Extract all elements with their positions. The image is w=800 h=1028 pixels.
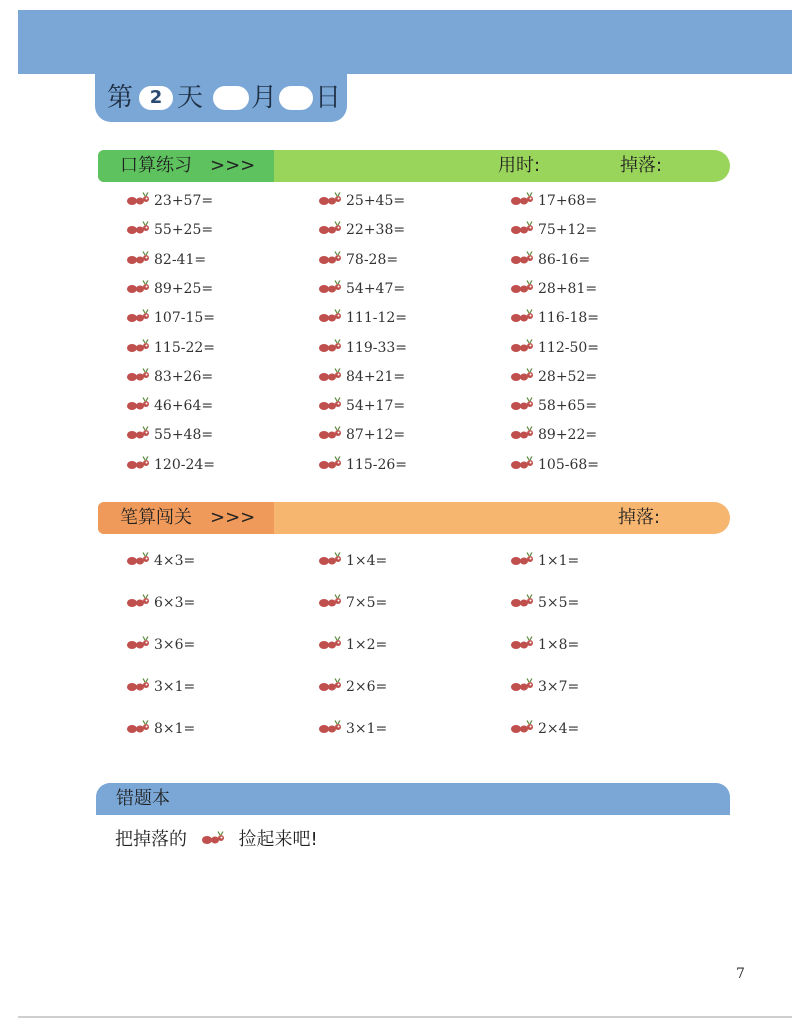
problem-expression: 86-16=: [538, 251, 591, 268]
ant-icon: [318, 678, 342, 692]
written-section-arrows: >>>: [210, 507, 256, 528]
problem-expression: 3×1=: [154, 679, 196, 695]
page-number: 7: [736, 966, 745, 982]
written-problem: [510, 676, 609, 698]
problem-expression: 55+48=: [154, 427, 214, 444]
problem-expression: 1×2=: [346, 637, 388, 653]
problem-expression: 4×3=: [154, 553, 196, 569]
ant-icon: [126, 720, 150, 734]
mental-problem: [510, 454, 629, 476]
written-problem: [126, 634, 225, 656]
mental-problem: [510, 366, 627, 388]
ant-icon: [318, 552, 342, 566]
ant-icon: [318, 339, 342, 353]
written-section-title: 笔算闯关: [120, 507, 192, 528]
ant-icon: [201, 831, 225, 845]
problem-expression: 115-22=: [154, 339, 215, 356]
ant-icon: [126, 221, 150, 235]
ant-icon: [126, 280, 150, 294]
ant-icon: [126, 678, 150, 692]
problem-expression: 84+21=: [346, 368, 406, 385]
ant-icon: [126, 594, 150, 608]
problem-expression: 7×5=: [346, 595, 388, 611]
mental-problem: [510, 337, 629, 359]
mental-problem: [126, 219, 243, 241]
ant-icon: [510, 339, 534, 353]
ant-icon: [318, 309, 342, 323]
mental-problem: [126, 249, 236, 271]
written-problem: [318, 592, 417, 614]
wrong-book-title: 错题本: [116, 788, 170, 809]
mental-problem: [318, 278, 435, 300]
problem-expression: 3×1=: [346, 721, 388, 737]
written-section-bar: [98, 502, 730, 534]
problem-expression: 28+52=: [538, 368, 598, 385]
ant-icon: [318, 397, 342, 411]
problem-expression: 116-18=: [538, 310, 599, 327]
day-prefix: 第: [107, 83, 134, 113]
ant-icon: [318, 251, 342, 265]
ant-icon: [510, 221, 534, 235]
problem-expression: 105-68=: [538, 456, 599, 473]
problem-expression: 115-26=: [346, 456, 407, 473]
ant-icon: [126, 552, 150, 566]
mental-problem: [510, 219, 627, 241]
wrong-book-text-before: 把掉落的: [115, 829, 187, 850]
ant-icon: [126, 309, 150, 323]
problem-expression: 23+57=: [154, 193, 214, 209]
written-problem: [126, 550, 225, 572]
problem-expression: 54+17=: [346, 398, 406, 415]
mental-problem: [318, 454, 437, 476]
written-problem: [318, 718, 417, 740]
problem-expression: 28+81=: [538, 280, 598, 297]
mental-problem: [510, 249, 620, 271]
ant-icon: [510, 720, 534, 734]
written-problem: [126, 676, 225, 698]
problem-expression: 22+38=: [346, 222, 406, 239]
problem-expression: 119-33=: [346, 339, 407, 356]
mental-problem: [318, 307, 437, 329]
written-problem: [318, 550, 417, 572]
day-label: 日: [315, 83, 342, 113]
written-problem: [510, 550, 609, 572]
problem-expression: 107-15=: [154, 310, 215, 327]
problem-expression: 87+12=: [346, 427, 406, 444]
month-field[interactable]: [213, 86, 249, 110]
problem-expression: 5×5=: [538, 595, 580, 611]
ant-icon: [318, 280, 342, 294]
ant-icon: [126, 636, 150, 650]
written-problem: [318, 634, 417, 656]
written-problem: [510, 592, 609, 614]
problem-expression: 120-24=: [154, 456, 215, 473]
ant-icon: [318, 594, 342, 608]
ant-icon: [126, 397, 150, 411]
time-label: 用时:: [498, 155, 541, 176]
ant-icon: [126, 339, 150, 353]
problem-expression: 75+12=: [538, 222, 598, 239]
ant-icon: [318, 192, 342, 206]
mental-problem: [318, 366, 435, 388]
mental-problem: [126, 366, 243, 388]
problem-expression: 1×4=: [346, 553, 388, 569]
written-problem: [126, 592, 225, 614]
page-bottom-edge: [18, 1016, 792, 1018]
ant-icon: [510, 456, 534, 470]
problem-expression: 83+26=: [154, 368, 214, 385]
problem-expression: 46+64=: [154, 398, 214, 415]
problem-expression: 25+45=: [346, 193, 406, 209]
problem-expression: 17+68=: [538, 193, 598, 209]
mental-problem: [318, 337, 437, 359]
ant-icon: [126, 251, 150, 265]
mental-problem: [126, 424, 243, 446]
mental-problem: [126, 395, 243, 417]
ant-icon: [510, 309, 534, 323]
mental-problem: [126, 454, 245, 476]
problem-expression: 82-41=: [154, 251, 207, 268]
ant-icon: [318, 221, 342, 235]
ant-icon: [126, 192, 150, 206]
wrong-book-instruction: [115, 825, 318, 855]
mental-problem: [510, 307, 629, 329]
mental-problem: [510, 278, 627, 300]
day-suffix: 天: [177, 83, 204, 113]
problem-expression: 89+22=: [538, 427, 598, 444]
ant-icon: [510, 426, 534, 440]
month-label: 月: [251, 83, 278, 113]
header-band: [18, 10, 792, 74]
problem-expression: 1×8=: [538, 637, 580, 653]
mental-problem: [126, 307, 245, 329]
ant-icon: [318, 456, 342, 470]
problem-expression: 78-28=: [346, 251, 399, 268]
ant-icon: [510, 636, 534, 650]
mental-problem: [318, 395, 435, 417]
mental-section-bar: [98, 150, 730, 182]
problem-expression: 2×4=: [538, 721, 580, 737]
mental-section-title: 口算练习: [120, 155, 192, 176]
problem-expression: 3×7=: [538, 679, 580, 695]
problem-expression: 1×1=: [538, 553, 580, 569]
written-problem: [318, 676, 417, 698]
ant-icon: [510, 594, 534, 608]
mental-dropped-label: 掉落:: [620, 155, 663, 176]
ant-icon: [510, 397, 534, 411]
problem-expression: 6×3=: [154, 595, 196, 611]
mental-problem: [510, 424, 627, 446]
mental-problem: [318, 424, 435, 446]
ant-icon: [126, 456, 150, 470]
mental-problem: [318, 219, 435, 241]
problem-expression: 2×6=: [346, 679, 388, 695]
day-tab: [95, 74, 347, 122]
written-problem: [126, 718, 225, 740]
ant-icon: [318, 636, 342, 650]
wrong-book-bar: [96, 783, 730, 815]
ant-icon: [318, 368, 342, 382]
mental-problem: [318, 190, 435, 212]
ant-icon: [318, 720, 342, 734]
written-problem: [510, 718, 609, 740]
mental-section-arrows: >>>: [210, 155, 256, 176]
problem-expression: 89+25=: [154, 280, 214, 297]
written-problem: [510, 634, 609, 656]
problem-expression: 58+65=: [538, 398, 598, 415]
day-number: 2: [139, 86, 173, 110]
mental-problem: [126, 337, 245, 359]
mental-problem: [318, 249, 428, 271]
problem-expression: 55+25=: [154, 222, 214, 239]
mental-problem: [126, 278, 243, 300]
problem-expression: 3×6=: [154, 637, 196, 653]
mental-problem: [510, 190, 627, 212]
ant-icon: [510, 368, 534, 382]
day-field[interactable]: [279, 86, 313, 110]
ant-icon: [318, 426, 342, 440]
ant-icon: [510, 192, 534, 206]
ant-icon: [510, 552, 534, 566]
wrong-book-text-after: 捡起来吧!: [238, 829, 318, 850]
problem-expression: 54+47=: [346, 280, 406, 297]
mental-problem: [510, 395, 627, 417]
ant-icon: [126, 368, 150, 382]
ant-icon: [510, 280, 534, 294]
written-dropped-label: 掉落:: [618, 507, 661, 528]
problem-expression: 8×1=: [154, 721, 196, 737]
ant-icon: [510, 678, 534, 692]
ant-icon: [126, 426, 150, 440]
ant-icon: [510, 251, 534, 265]
problem-expression: 112-50=: [538, 339, 599, 356]
problem-expression: 111-12=: [346, 310, 407, 327]
mental-problem: [126, 190, 243, 212]
